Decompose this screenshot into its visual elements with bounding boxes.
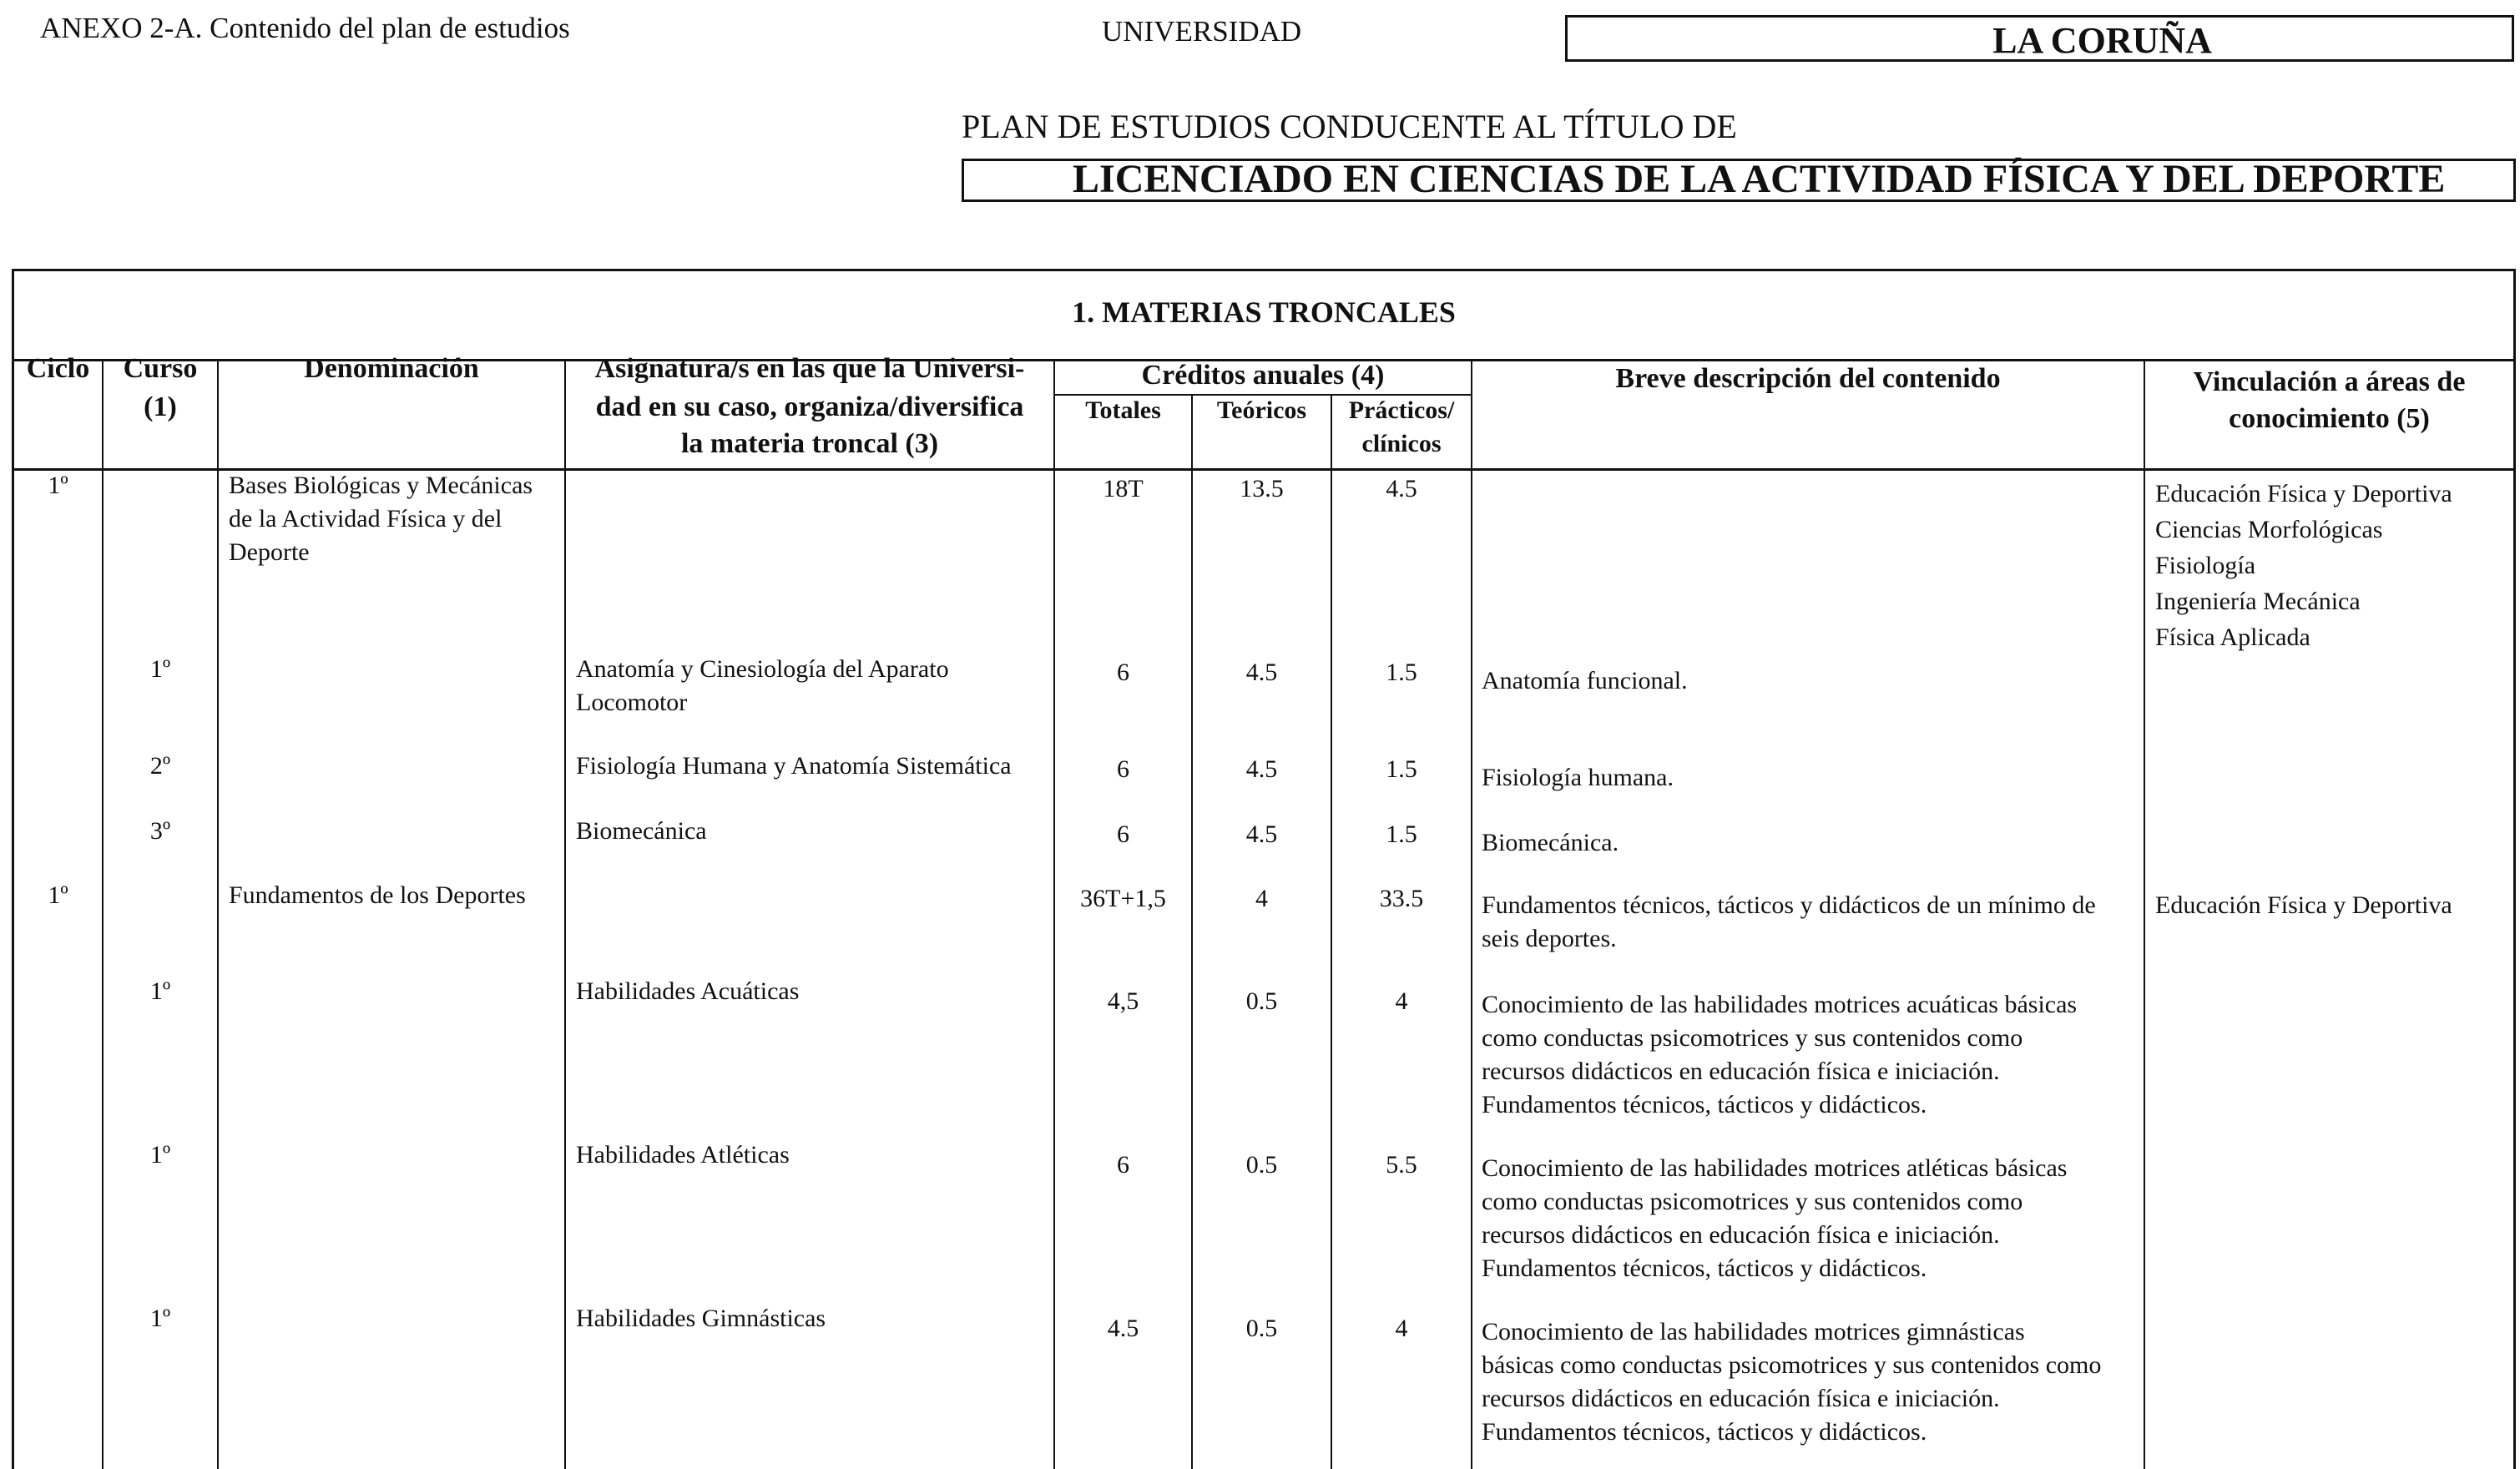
header-descripcion: Breve descripción del contenido (1615, 363, 2001, 394)
header-teoricos: Teóricos (1216, 396, 1307, 424)
header-practicos-2: clínicos (1361, 430, 1442, 457)
table-top-border (12, 269, 2516, 271)
row-0-denominacion-0: Bases Biológicas y Mecánicas (229, 472, 533, 499)
col-sep-2 (217, 359, 219, 1469)
row-7-totales: 4.5 (1107, 1315, 1139, 1342)
row-0-denominacion-1: de la Actividad Física y del (229, 505, 502, 533)
col-sep-6 (1331, 394, 1332, 1469)
header-creditos: Créditos anuales (4) (1141, 360, 1385, 391)
row-4-denominacion-0: Fundamentos de los Deportes (229, 881, 526, 909)
row-6-teoricos: 0.5 (1245, 1151, 1278, 1179)
row-5-descripcion-3: Fundamentos técnicos, tácticos y didácticos. (1482, 1091, 1927, 1118)
row-4-ciclo: 1º (48, 881, 68, 909)
row-0-totales: 18T (1103, 475, 1144, 502)
header-curso-note: (1) (144, 391, 177, 422)
row-6-practicos: 5.5 (1386, 1151, 1417, 1179)
university-name: LA CORUÑA (1992, 20, 2212, 61)
row-4-descripcion-1: seis deportes. (1482, 925, 1617, 952)
row-2-descripcion-0: Fisiología humana. (1482, 764, 1674, 791)
row-6-totales: 6 (1117, 1151, 1129, 1179)
row-1-practicos: 1.5 (1386, 659, 1417, 686)
row-1-asignatura-1: Locomotor (576, 689, 688, 716)
row-6-descripcion-0: Conocimiento de las habilidades motrices atléticas básicas (1482, 1154, 2068, 1182)
row-0-denominacion-2: Deporte (229, 538, 310, 566)
row-5-teoricos: 0.5 (1245, 987, 1278, 1015)
row-2-practicos: 1.5 (1386, 755, 1417, 783)
row-0-area-2: Fisiología (2155, 552, 2256, 579)
row-2-asignatura-0: Fisiología Humana y Anatomía Sistemática (576, 752, 1012, 780)
row-5-descripcion-1: como conductas psicomotrices y sus contenidos como (1482, 1024, 2023, 1052)
row-1-asignatura-0: Anatomía y Cinesiología del Aparato (576, 655, 949, 683)
row-0-area-1: Ciencias Morfológicas (2155, 516, 2383, 543)
row-1-totales: 6 (1117, 659, 1129, 686)
row-7-curso: 1º (149, 1305, 171, 1332)
row-2-curso: 2º (149, 752, 171, 780)
row-7-descripcion-3: Fundamentos técnicos, tácticos y didácticos. (1482, 1418, 1927, 1446)
header-denominacion: Denominación (304, 353, 479, 384)
col-sep-5 (1191, 394, 1193, 1469)
row-7-descripcion-1: básicas como conductas psicomotrices y sus contenidos como (1482, 1351, 2102, 1379)
row-2-totales: 6 (1117, 755, 1129, 783)
header-totales: Totales (1085, 396, 1161, 424)
row-1-descripcion-0: Anatomía funcional. (1482, 667, 1688, 694)
header-vinculacion-2: conocimiento (5) (2229, 403, 2430, 434)
table-left-border (12, 269, 14, 1469)
section-title: 1. MATERIAS TRONCALES (1072, 295, 1456, 329)
row-1-curso: 1º (149, 655, 171, 683)
col-sep-7 (1471, 359, 1472, 1469)
col-sep-8 (2144, 359, 2145, 1469)
row-5-descripcion-0: Conocimiento de las habilidades motrices acuáticas básicas (1482, 991, 2078, 1018)
row-4-descripcion-0: Fundamentos técnicos, tácticos y didácticos de un mínimo de (1482, 891, 2096, 919)
row-5-descripcion-2: recursos didácticos en educación física e iniciación. (1482, 1058, 2000, 1085)
row-1-teoricos: 4.5 (1245, 659, 1278, 686)
row-0-practicos: 4.5 (1386, 475, 1417, 502)
row-5-asignatura-0: Habilidades Acuáticas (576, 977, 800, 1005)
row-3-descripcion-0: Biomecánica. (1482, 829, 1619, 856)
row-7-practicos: 4 (1395, 1315, 1408, 1342)
row-0-ciclo: 1º (48, 472, 68, 499)
row-3-asignatura-0: Biomecánica (576, 817, 707, 845)
row-6-descripcion-1: como conductas psicomotrices y sus contenidos como (1482, 1188, 2023, 1215)
row-4-area-0: Educación Física y Deportiva (2155, 891, 2452, 919)
header-asignatura-1: Asignatura/s en las que la Universi- (594, 353, 1025, 384)
header-asignatura-2: dad en su caso, organiza/diversifica (595, 391, 1024, 422)
header-asignatura-3: la materia troncal (3) (680, 428, 939, 459)
row-0-area-4: Física Aplicada (2155, 623, 2310, 651)
university-label: UNIVERSIDAD (1102, 15, 1302, 48)
row-4-totales: 36T+1,5 (1080, 885, 1166, 912)
row-6-descripcion-2: recursos didácticos en educación física e iniciación. (1482, 1221, 2000, 1249)
row-0-teoricos: 13.5 (1240, 475, 1284, 502)
annex-label: ANEXO 2-A. Contenido del plan de estudios (40, 12, 570, 44)
row-4-teoricos: 4 (1255, 885, 1268, 912)
header-practicos-1: Prácticos/ (1348, 396, 1455, 424)
degree-title: LICENCIADO EN CIENCIAS DE LA ACTIVIDAD FÍSICA Y DEL DEPORTE (1073, 157, 2446, 201)
header-vinculacion-1: Vinculación a áreas de (2193, 366, 2466, 397)
header-curso: Curso (123, 353, 198, 384)
row-7-descripcion-0: Conocimiento de las habilidades motrices gimnásticas (1482, 1318, 2025, 1345)
row-2-teoricos: 4.5 (1245, 755, 1278, 783)
row-7-teoricos: 0.5 (1245, 1315, 1278, 1342)
row-3-practicos: 1.5 (1386, 820, 1417, 848)
row-5-curso: 1º (149, 977, 171, 1005)
table-right-border (2513, 269, 2516, 1469)
row-5-practicos: 4 (1395, 987, 1408, 1015)
row-4-practicos: 33.5 (1379, 885, 1424, 912)
col-sep-3 (564, 359, 566, 1469)
row-6-descripcion-3: Fundamentos técnicos, tácticos y didácticos. (1482, 1254, 1927, 1282)
row-0-area-3: Ingeniería Mecánica (2155, 588, 2361, 615)
row-7-descripcion-2: recursos didácticos en educación física e iniciación. (1482, 1385, 2000, 1412)
header-ciclo: Ciclo (26, 353, 90, 384)
row-6-curso: 1º (149, 1141, 171, 1169)
row-3-teoricos: 4.5 (1245, 820, 1278, 848)
row-7-asignatura-0: Habilidades Gimnásticas (576, 1305, 826, 1332)
row-3-curso: 3º (149, 817, 171, 845)
row-5-totales: 4,5 (1107, 987, 1139, 1015)
plan-label: PLAN DE ESTUDIOS CONDUCENTE AL TÍTULO DE (962, 108, 1737, 145)
row-0-area-0: Educación Física y Deportiva (2155, 480, 2452, 507)
row-3-totales: 6 (1117, 820, 1129, 848)
row-6-asignatura-0: Habilidades Atléticas (576, 1141, 790, 1169)
